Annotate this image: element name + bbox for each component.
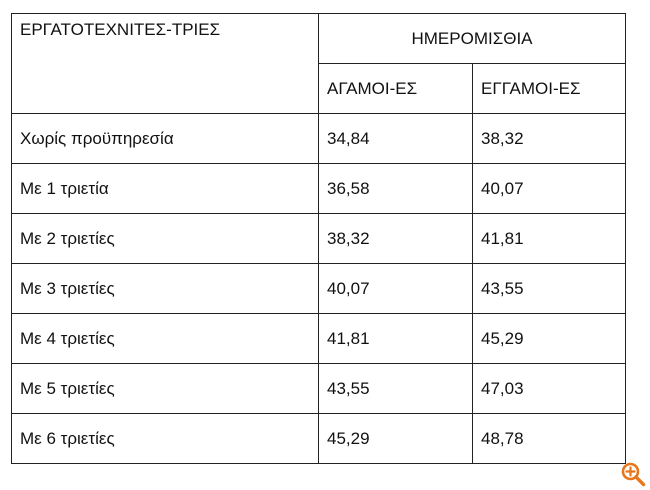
table-row [12, 164, 626, 214]
category-header: ΕΡΓΑΤΟΤΕΧΝΙΤΕΣ-ΤΡΙΕΣ [12, 14, 319, 114]
unmarried-value: 40,07 [319, 264, 473, 314]
row-label: Με 2 τριετίες [12, 214, 319, 264]
unmarried-value: 43,55 [319, 364, 473, 414]
married-value: 41,81 [473, 214, 626, 264]
wage-table [11, 13, 626, 464]
married-value: 38,32 [473, 114, 626, 164]
table-row [12, 314, 626, 364]
group-header: ΗΜΕΡΟΜΙΣΘΙΑ [319, 14, 626, 64]
married-header: ΕΓΓΑΜΟΙ-ΕΣ [473, 64, 626, 114]
married-value: 48,78 [473, 414, 626, 464]
zoom-button[interactable] [620, 461, 646, 487]
row-label: Με 1 τριετία [12, 164, 319, 214]
table-row [12, 364, 626, 414]
row-label: Με 4 τριετίες [12, 314, 319, 364]
married-value: 45,29 [473, 314, 626, 364]
row-label: Με 6 τριετίες [12, 414, 319, 464]
table-row [12, 414, 626, 464]
table-row [12, 264, 626, 314]
married-value: 47,03 [473, 364, 626, 414]
row-label: Με 5 τριετίες [12, 364, 319, 414]
unmarried-value: 36,58 [319, 164, 473, 214]
table-row [12, 114, 626, 164]
unmarried-header: ΑΓΑΜΟΙ-ΕΣ [319, 64, 473, 114]
married-value: 40,07 [473, 164, 626, 214]
married-value: 43,55 [473, 264, 626, 314]
unmarried-value: 41,81 [319, 314, 473, 364]
zoom-in-icon [620, 461, 646, 487]
table-row [12, 214, 626, 264]
unmarried-value: 45,29 [319, 414, 473, 464]
unmarried-value: 34,84 [319, 114, 473, 164]
header-row [12, 14, 626, 64]
row-label: Χωρίς προϋπηρεσία [12, 114, 319, 164]
row-label: Με 3 τριετίες [12, 264, 319, 314]
unmarried-value: 38,32 [319, 214, 473, 264]
